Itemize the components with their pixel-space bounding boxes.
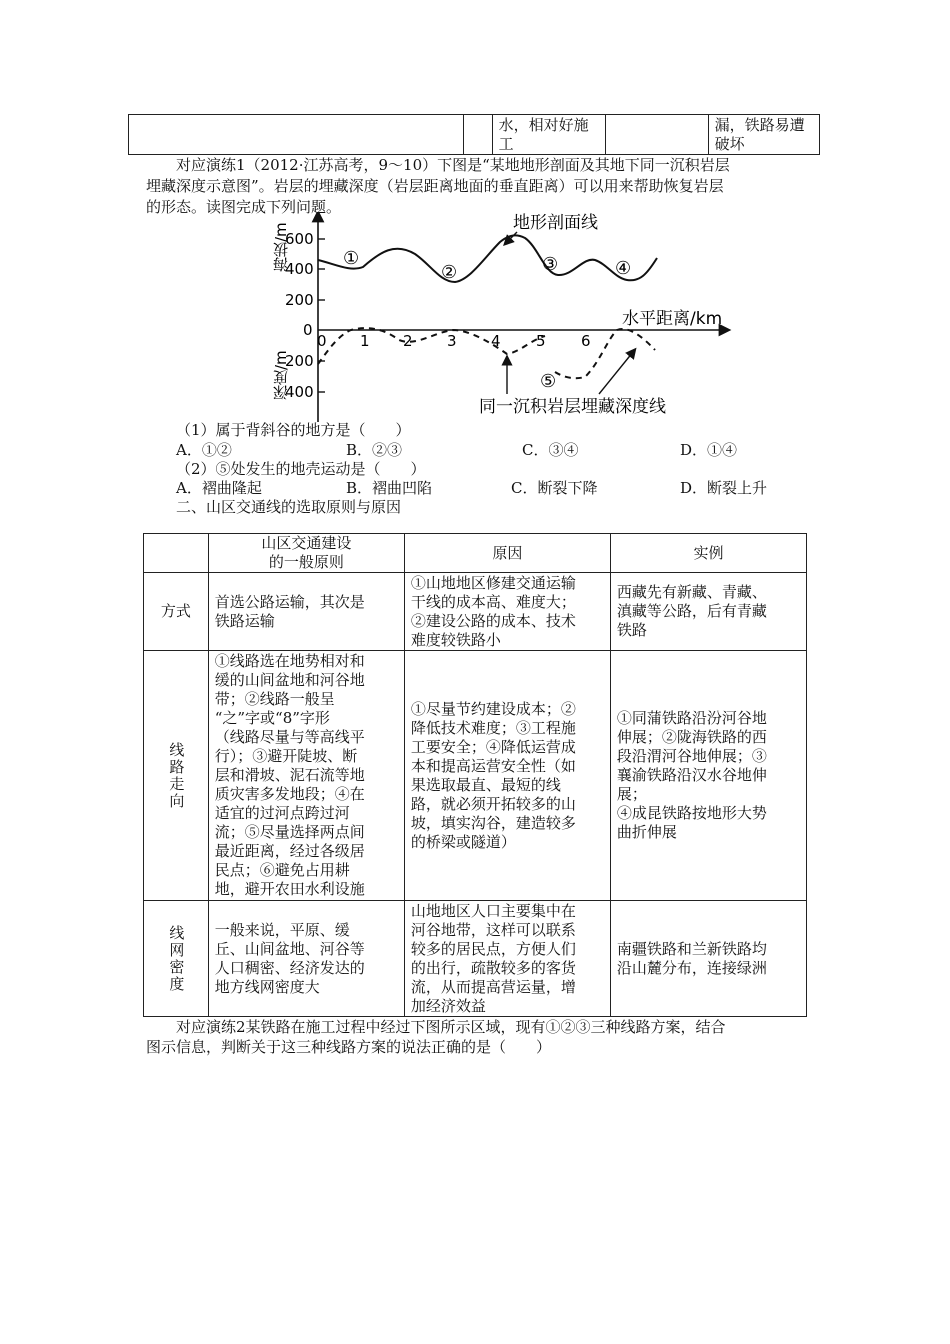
q2-option-c: C．断裂下降 xyxy=(511,479,598,497)
row-mode-principle: 首选公路运输，其次是 铁路运输 xyxy=(208,573,404,651)
layer-depth-line xyxy=(318,328,545,364)
top-table-empty-cell xyxy=(129,115,464,155)
row-density-principle: 一般来说，平原、缓 丘、山间盆地、河谷等 人口稠密、经济发达的 地方线网密度大 xyxy=(208,901,404,1017)
table-row xyxy=(144,901,807,1017)
xtick-3: 3 xyxy=(447,332,457,350)
exercise2-line2: 图示信息，判断关于这三种线路方案的说法正确的是（ ） xyxy=(146,1038,552,1056)
x-label: 水平距离/km xyxy=(622,309,723,329)
q1-option-a: A．①② xyxy=(176,441,232,459)
section2-heading: 二、山区交通线的选取原则与原因 xyxy=(176,498,402,516)
table-row xyxy=(144,573,807,651)
row-mode-example: 西藏先有新藏、青藏、 滇藏等公路，后有青藏 铁路 xyxy=(610,573,806,651)
xtick-0: 0 xyxy=(317,332,327,350)
row-label-density: 线网密度 xyxy=(144,901,209,1017)
header-empty xyxy=(144,534,209,573)
header-reason: 原因 xyxy=(404,534,610,573)
xtick-1: 1 xyxy=(360,332,370,350)
q1-option-c: C．③④ xyxy=(522,441,579,459)
ytick-200: 200 xyxy=(285,291,314,309)
top-table-cell-b: 漏，铁路易遭破坏 xyxy=(708,115,819,155)
table-row xyxy=(144,651,807,901)
ytick-400: 400 xyxy=(285,260,314,278)
y-label-depth: 深度/m xyxy=(272,350,290,400)
ytick-600: 600 xyxy=(285,230,314,248)
ytick-depth-400: 400 xyxy=(285,383,314,401)
ytick-depth-200: 200 xyxy=(285,352,314,370)
q2-option-d: D．断裂上升 xyxy=(680,479,768,497)
row-density-example: 南疆铁路和兰新铁路均 沿山麓分布，连接绿洲 xyxy=(610,901,806,1017)
marker-2: ② xyxy=(441,262,458,283)
xtick-6: 6 xyxy=(581,332,591,350)
exercise1-intro-line3: 的形态。读图完成下列问题。 xyxy=(146,198,342,216)
top-table-empty-cell-2 xyxy=(605,115,708,155)
question2: （2）⑤处发生的地壳运动是（ ） xyxy=(176,460,426,478)
marker-3: ③ xyxy=(542,254,559,275)
row-route-principle: ①线路选在地势相对和 缓的山间盆地和河谷地 带；②线路一般呈 “之”字或“8”字形 （线路尽量与等高线平 行）；③避开陡坡、断 层和滑坡、泥石流等地 质灾害多发地段；④在 适宜的过河点跨过河 流；⑤尽量选择两点间 最近距离，经过各级居 民点；⑥避免占用耕 地，避开农田水利设施 xyxy=(208,651,404,901)
q1-option-b: B．②③ xyxy=(346,441,403,459)
q2-option-a: A．褶曲隆起 xyxy=(176,479,262,497)
marker-5: ⑤ xyxy=(540,371,557,392)
row-label-mode: 方式 xyxy=(144,573,209,651)
marker-1: ① xyxy=(343,248,360,269)
question1: （1）属于背斜谷的地方是（ ） xyxy=(176,421,411,439)
y-label-elevation: 海拔/m xyxy=(272,222,290,272)
table-header-row xyxy=(144,534,807,573)
exercise2-line1: 对应演练2某铁路在施工过程中经过下图所示区域，现有①②③三种线路方案，结合 xyxy=(176,1018,726,1036)
layer-depth-line-right xyxy=(555,329,655,378)
row-mode-reason: ①山地地区修建交通运输 干线的成本高、难度大； ②建设公路的成本、技术 难度较铁路小 xyxy=(404,573,610,651)
q2-option-b: B．褶曲凹陷 xyxy=(346,479,433,497)
terrain-label: 地形剖面线 xyxy=(513,213,598,233)
xtick-2: 2 xyxy=(403,332,413,350)
xtick-5: 5 xyxy=(536,332,546,350)
row-label-route: 线路走向 xyxy=(144,651,209,901)
layer-label: 同一沉积岩层埋藏深度线 xyxy=(479,397,666,417)
top-table-narrow-cell xyxy=(464,115,492,155)
xtick-4: 4 xyxy=(491,332,501,350)
header-principle: 山区交通建设 的一般原则 xyxy=(208,534,404,573)
top-table xyxy=(128,114,820,155)
exercise1-intro-line2: 埋藏深度示意图”。岩层的埋藏深度（岩层距离地面的垂直距离）可以用来帮助恢复岩层 xyxy=(146,177,724,195)
principles-table xyxy=(143,533,807,1017)
terrain-profile-figure xyxy=(255,212,735,424)
top-table-cell-a: 水，相对好施工 xyxy=(492,115,605,155)
row-route-example: ①同蒲铁路沿汾河谷地 伸展；②陇海铁路的西 段沿渭河谷地伸展；③ 襄渝铁路沿汉水谷地伸 展； ④成昆铁路按地形大势 曲折伸展 xyxy=(610,651,806,901)
row-density-reason: 山地地区人口主要集中在 河谷地带，这样可以联系 较多的居民点，方便人们 的出行，疏散较多的客货 流，从而提高营运量，增 加经济效益 xyxy=(404,901,610,1017)
header-example: 实例 xyxy=(610,534,806,573)
ytick-0: 0 xyxy=(303,321,313,339)
row-route-reason: ①尽量节约建设成本；② 降低技术难度；③工程施 工要安全；④降低运营成 本和提高运营安全性（如 果选取最直、最短的线 路，就必须开拓较多的山 坡，填实沟谷，建造较多 的桥梁或隧道） xyxy=(404,651,610,901)
marker-4: ④ xyxy=(615,258,632,279)
exercise1-intro-line1: 对应演练1（2012·江苏高考，9～10）下图是“某地地形剖面及其地下同一沉积岩层 xyxy=(176,156,730,174)
terrain-profile-line xyxy=(318,235,657,282)
q1-option-d: D．①④ xyxy=(680,441,738,459)
